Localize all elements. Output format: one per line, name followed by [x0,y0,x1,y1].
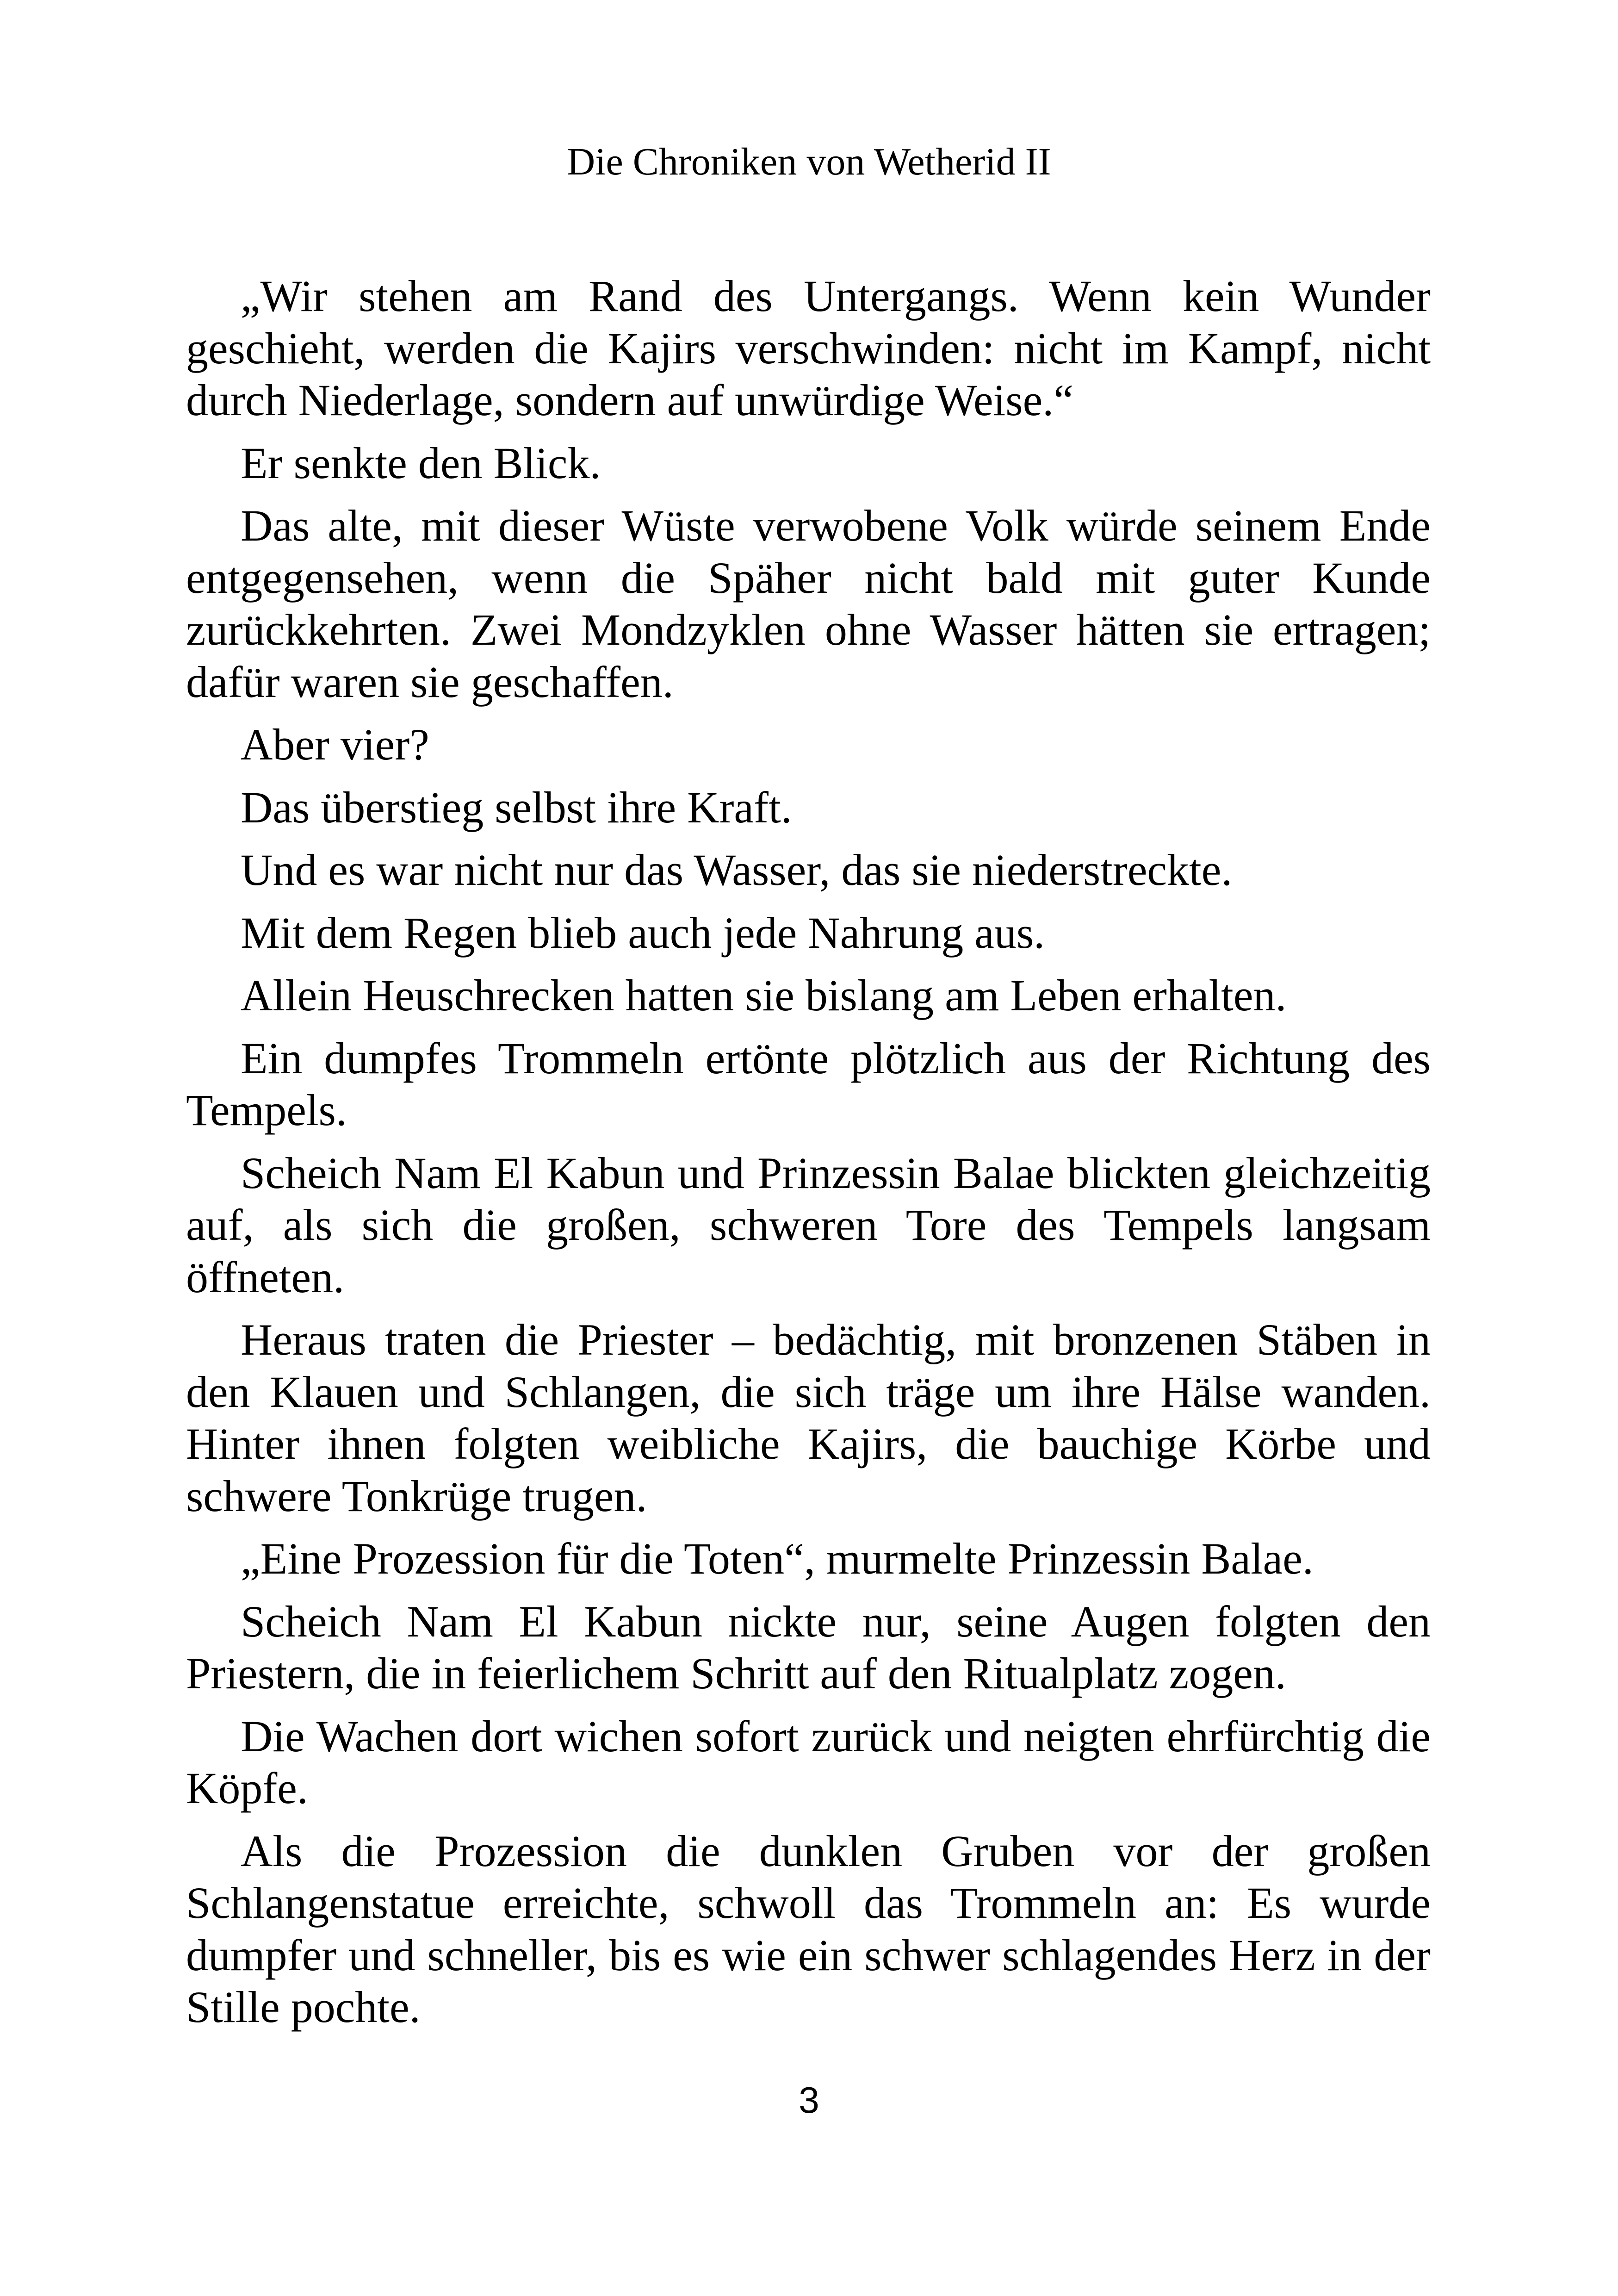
body-text [186,270,1431,2044]
paragraph: Aber vier? [241,720,429,769]
paragraph: Das alte, mit dieser Wüste verwobene Volk würde seinem Ende entgegensehen, wenn die Späher nicht bald mit guter Kunde zurückkehrten. Zwei Mondzyklen ohne Wasser hätten sie ertragen; dafür waren sie geschaffen. [186,501,1431,707]
paragraph: Die Wachen dort wichen sofort zurück und neigten ehrfürchtig die Köpfe. [186,1711,1431,1813]
paragraph: Heraus traten die Priester – bedächtig, mit bronzenen Stäben in den Klauen und Schlangen, die sich träge um ihre Hälse wanden. Hinter ihnen folgten weibliche Kajirs, die bauchige Körbe und schwere Tonkrüge trugen. [186,1315,1431,1521]
paragraph: Mit dem Regen blieb auch jede Nahrung aus. [241,908,1045,958]
paragraph: „Wir stehen am Rand des Untergangs. Wenn kein Wunder geschieht, werden die Kajirs verschwinden: nicht im Kampf, nicht durch Niederlage, sondern auf unwürdige Weise.“ [186,271,1431,425]
paragraph: „Eine Prozession für die Toten“, murmelte Prinzessin Balae. [241,1534,1314,1583]
paragraph: Als die Prozession die dunklen Gruben vor der großen Schlangenstatue erreichte, schwoll das Trommeln an: Es wurde dumpfer und schneller, bis es wie ein schwer schlagendes Herz in der Stille pochte. [186,1826,1431,2032]
paragraph: Das überstieg selbst ihre Kraft. [241,782,792,832]
paragraph: Ein dumpfes Trommeln ertönte plötzlich aus der Richtung des Tempels. [186,1033,1431,1135]
paragraph: Er senkte den Blick. [241,438,601,488]
paragraph: Allein Heuschrecken hatten sie bislang am Leben erhalten. [241,971,1287,1020]
paragraph: Scheich Nam El Kabun und Prinzessin Balae blickten gleichzeitig auf, als sich die großen, schweren Tore des Tempels langsam öffneten. [186,1148,1431,1302]
paragraph: Und es war nicht nur das Wasser, das sie niederstreckte. [241,845,1233,895]
paragraph: Scheich Nam El Kabun nickte nur, seine Augen folgten den Priestern, die in feierlichem Schritt auf den Ritualplatz zogen. [186,1596,1431,1698]
running-header-title: Die Chroniken von Wetherid II [567,140,1051,183]
page-number: 3 [799,2079,819,2121]
